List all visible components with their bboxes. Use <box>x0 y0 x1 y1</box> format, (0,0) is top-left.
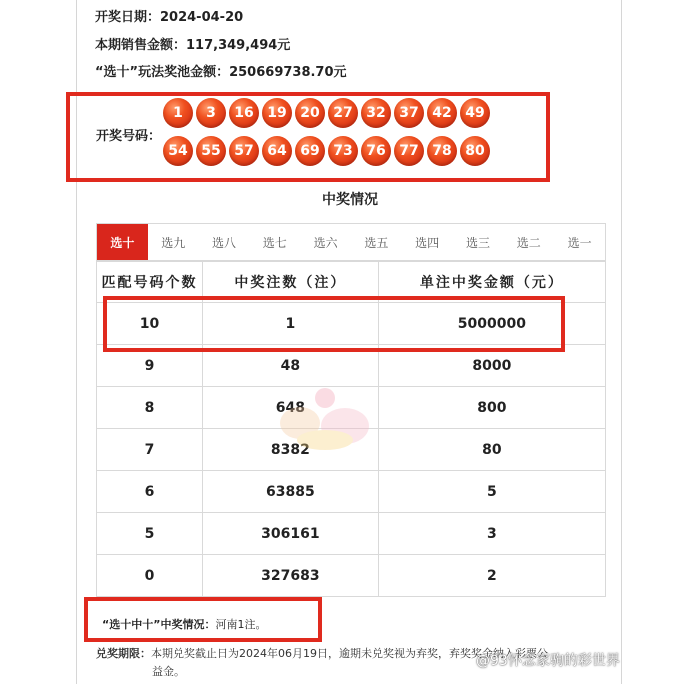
number-ball: 80 <box>460 136 490 166</box>
number-ball: 76 <box>361 136 391 166</box>
mascot-watermark-icon <box>270 378 380 458</box>
number-ball: 37 <box>394 98 424 128</box>
prize-amount-cell: 8000 <box>378 345 605 387</box>
page-right-border <box>621 0 622 684</box>
number-ball: 73 <box>328 136 358 166</box>
ball-row-2 <box>163 136 490 166</box>
table-row <box>97 513 606 555</box>
number-ball: 78 <box>427 136 457 166</box>
number-ball: 57 <box>229 136 259 166</box>
tab-xuan-3[interactable]: 选三 <box>465 235 490 250</box>
winner-count-cell: 48 <box>203 345 379 387</box>
tab-xuan-2[interactable]: 选二 <box>516 235 541 250</box>
match-count-cell: 5 <box>97 513 203 555</box>
section-title: 中奖情况 <box>322 192 378 208</box>
tab-xuan-6[interactable]: 选六 <box>313 235 338 250</box>
number-ball: 64 <box>262 136 292 166</box>
header-match-count: 匹配号码个数 <box>97 262 203 303</box>
draw-numbers-label: 开奖号码： <box>96 129 162 144</box>
number-ball: 77 <box>394 136 424 166</box>
number-ball: 16 <box>229 98 259 128</box>
match-count-cell: 9 <box>97 345 203 387</box>
number-ball: 54 <box>163 136 193 166</box>
prize-amount-cell: 80 <box>378 429 605 471</box>
top-prize-winner-note <box>102 616 266 632</box>
number-ball: 32 <box>361 98 391 128</box>
number-ball: 3 <box>196 98 226 128</box>
number-ball: 27 <box>328 98 358 128</box>
number-ball: 1 <box>163 98 193 128</box>
match-count-cell: 7 <box>97 429 203 471</box>
match-count-cell: 0 <box>97 555 203 597</box>
sales-amount: 本期销售金额：117,349,494元 <box>95 38 291 53</box>
winner-count-cell: 1 <box>203 303 379 345</box>
winner-count-cell: 648 <box>203 387 379 429</box>
number-ball: 19 <box>262 98 292 128</box>
winner-count-cell: 306161 <box>203 513 379 555</box>
draw-date: 开奖日期：2024-04-20 <box>95 10 244 25</box>
play-type-tabs <box>96 223 606 261</box>
match-count-cell: 8 <box>97 387 203 429</box>
number-ball: 55 <box>196 136 226 166</box>
tab-xuan-7[interactable]: 选七 <box>262 235 287 250</box>
deadline-text-line1: 本期兑奖截止日为2024年06月19日，逾期未兑奖视为弃奖，弃奖奖金纳入彩票公 <box>151 647 548 660</box>
tab-xuan-4[interactable]: 选四 <box>415 235 440 250</box>
deadline-label: 兑奖期限： <box>96 647 151 660</box>
header-prize-amount: 单注中奖金额（元） <box>378 262 605 303</box>
tab-xuan-10[interactable]: 选十 <box>97 224 148 260</box>
winner-note-value: 河南1注。 <box>215 618 267 631</box>
tab-xuan-5[interactable]: 选五 <box>364 235 389 250</box>
tab-xuan-1[interactable]: 选一 <box>567 235 592 250</box>
winner-count-cell: 63885 <box>203 471 379 513</box>
prize-amount-cell: 3 <box>378 513 605 555</box>
tab-xuan-8[interactable]: 选八 <box>211 235 236 250</box>
number-ball: 49 <box>460 98 490 128</box>
table-row <box>97 555 606 597</box>
header-winner-count: 中奖注数（注） <box>203 262 379 303</box>
pool-amount: “选十”玩法奖池金额：250669738.70元 <box>95 65 347 80</box>
prize-amount-cell: 5000000 <box>378 303 605 345</box>
winner-count-cell: 327683 <box>203 555 379 597</box>
match-count-cell: 10 <box>97 303 203 345</box>
ball-row-1 <box>163 98 490 128</box>
prize-amount-cell: 2 <box>378 555 605 597</box>
winner-count-cell: 8382 <box>203 429 379 471</box>
prize-amount-cell: 5 <box>378 471 605 513</box>
match-count-cell: 6 <box>97 471 203 513</box>
number-ball: 20 <box>295 98 325 128</box>
number-ball: 69 <box>295 136 325 166</box>
number-ball: 42 <box>427 98 457 128</box>
table-row <box>97 471 606 513</box>
top-prize-highlight-box <box>103 296 565 352</box>
tab-xuan-9[interactable]: 选九 <box>161 235 186 250</box>
source-watermark: @93怀念家驹的彩世界 <box>476 653 620 669</box>
prize-amount-cell: 800 <box>378 387 605 429</box>
winner-note-label: “选十中十”中奖情况： <box>102 618 216 631</box>
deadline-text-line2: 益金。 <box>152 665 185 678</box>
